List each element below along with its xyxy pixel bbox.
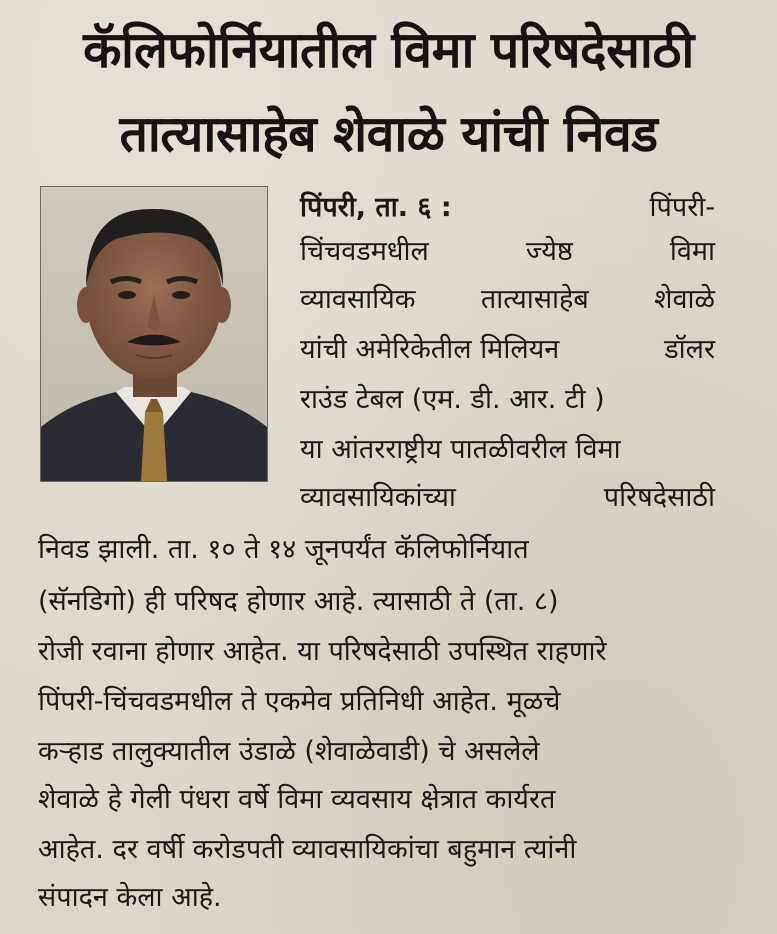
article-text: ज्येष्ठ <box>525 236 573 267</box>
article-line-7 <box>300 478 715 518</box>
article-line-12: कऱ्हाड तालुक्यातील उंडाळे (शेवाळेवाडी) चे असलेले <box>38 736 540 767</box>
article-line-14: आहेत. दर वर्षी करोडपती व्यावसायिकांचा बहुमान त्यांनी <box>38 834 577 865</box>
article-line-2 <box>300 232 715 272</box>
article-text: विमा <box>669 236 715 267</box>
article-line-15: संपादन केला आहे. <box>38 882 222 913</box>
headline-line-2: तात्यासाहेब शेवाळे यांची निवड <box>119 105 658 163</box>
article-line-3 <box>300 280 715 320</box>
article-line-11: पिंपरी-चिंचवडमधील ते एकमेव प्रतिनिधी आहेत. मूळचे <box>38 686 561 717</box>
article-line-5 <box>300 380 715 420</box>
article-text: या आंतरराष्ट्रीय पातळीवरील विमा <box>300 434 621 465</box>
article-text: चिंचवडमधील <box>300 236 429 267</box>
article-line-8: निवड झाली. ता. १० ते १४ जूनपर्यंत कॅलिफोर्नियात <box>38 534 529 565</box>
article-text: पिंपरी- <box>649 192 715 223</box>
article-text: राउंड टेबल (एम. डी. आर. टी ) <box>300 384 605 415</box>
article-line-13: शेवाळे हे गेली पंधरा वर्षे विमा व्यवसाय क्षेत्रात कार्यरत <box>38 784 556 815</box>
article-text: व्यावसायिकांच्या <box>300 482 456 513</box>
article-line-6 <box>300 430 715 470</box>
article-text: व्यावसायिक <box>300 284 416 315</box>
article-text: डॉलर <box>664 334 715 365</box>
article-line-9: (सॅनडिगो) ही परिषद होणार आहे. त्यासाठी ते (ता. ८) <box>38 586 559 617</box>
portrait-photo <box>40 186 268 482</box>
article-text: तात्यासाहेब <box>480 284 589 315</box>
article-text: शेवाळे <box>654 284 715 315</box>
article-text: परिषदेसाठी <box>603 482 715 513</box>
article-line-4 <box>300 330 715 370</box>
headline-line-1: कॅलिफोर्नियातील विमा परिषदेसाठी <box>83 21 694 79</box>
article-line-10: रोजी रवाना होणार आहेत. या परिषदेसाठी उपस्थित राहणारे <box>38 636 607 667</box>
article-text: यांची अमेरिकेतील मिलियन <box>300 334 560 365</box>
article-line-1 <box>300 188 715 228</box>
dateline: पिंपरी, ता. ६ : <box>300 192 452 223</box>
